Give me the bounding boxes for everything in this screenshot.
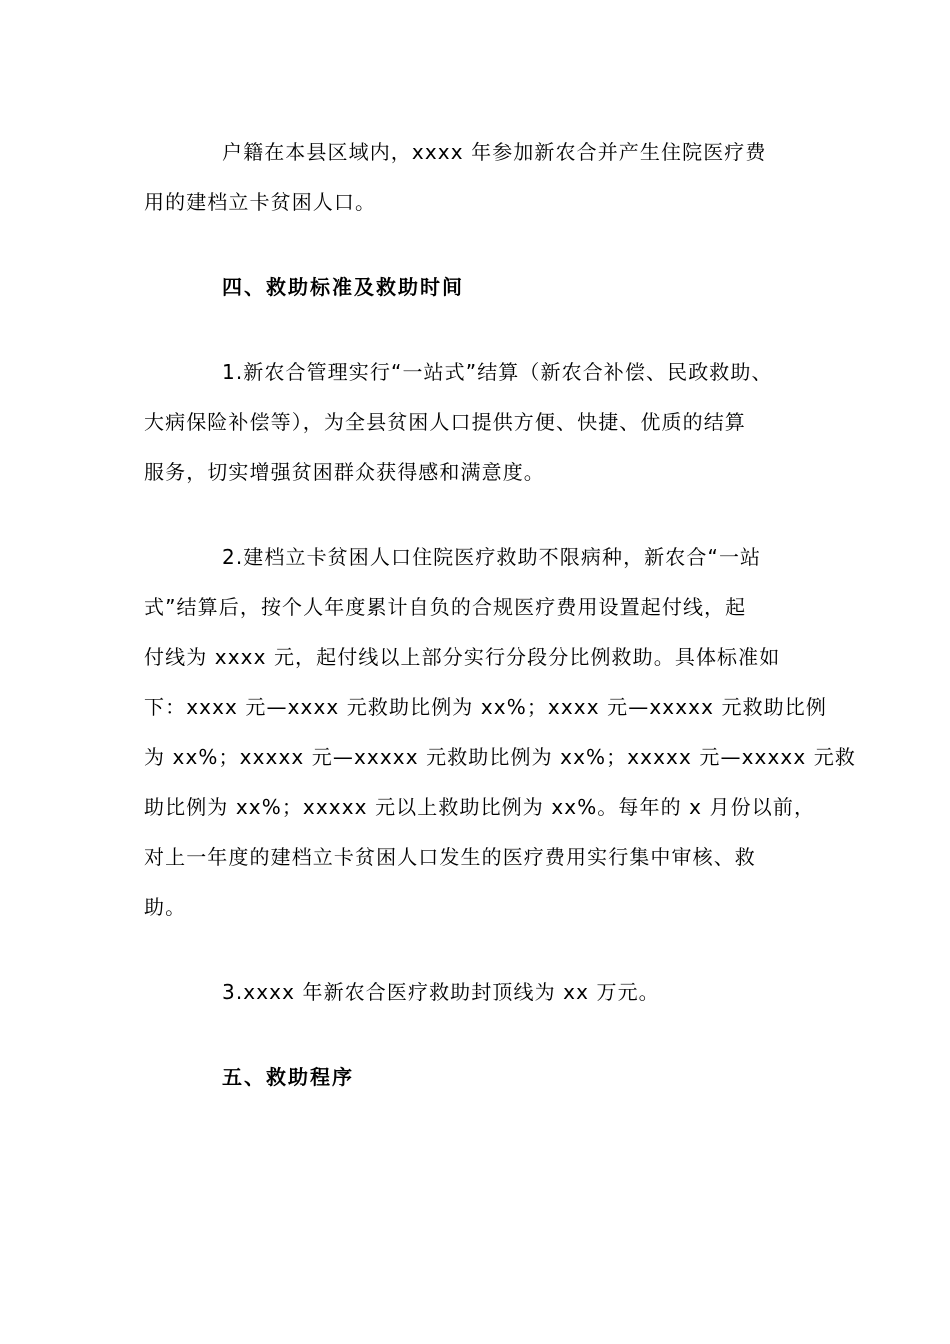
paragraph-line: 1.新农合管理实行“一站式”结算（新农合补偿、民政救助、 — [222, 360, 773, 384]
paragraph-line: 2.建档立卡贫困人口住院医疗救助不限病种，新农合“一站 — [222, 545, 762, 569]
paragraph-line: 式”结算后，按个人年度累计自负的合规医疗费用设置起付线，起 — [144, 595, 747, 619]
paragraph-line: 3.xxxx 年新农合医疗救助封顶线为 xx 万元。 — [222, 980, 660, 1004]
section-heading: 五、救助程序 — [222, 1065, 354, 1089]
paragraph-line: 助比例为 xx%；xxxxx 元以上救助比例为 xx%。每年的 x 月份以前， — [144, 795, 816, 819]
paragraph-line: 对上一年度的建档立卡贫困人口发生的医疗费用实行集中审核、救 — [144, 845, 756, 869]
section-heading: 四、救助标准及救助时间 — [222, 275, 464, 299]
paragraph-line: 助。 — [144, 895, 187, 919]
paragraph-line: 服务，切实增强贫困群众获得感和满意度。 — [144, 460, 545, 484]
paragraph-line: 户籍在本县区域内，xxxx 年参加新农合并产生住院医疗费 — [222, 140, 767, 164]
paragraph-line: 大病保险补偿等），为全县贫困人口提供方便、快捷、优质的结算 — [144, 410, 746, 434]
paragraph-line: 付线为 xxxx 元，起付线以上部分实行分段分比例救助。具体标准如 — [144, 645, 781, 669]
paragraph-line: 为 xx%；xxxxx 元—xxxxx 元救助比例为 xx%；xxxxx 元—xxxxx 元救 — [144, 745, 856, 769]
paragraph-line: 用的建档立卡贫困人口。 — [144, 190, 377, 214]
paragraph-line: 下：xxxx 元—xxxx 元救助比例为 xx%；xxxx 元—xxxxx 元救助比例 — [144, 695, 827, 719]
